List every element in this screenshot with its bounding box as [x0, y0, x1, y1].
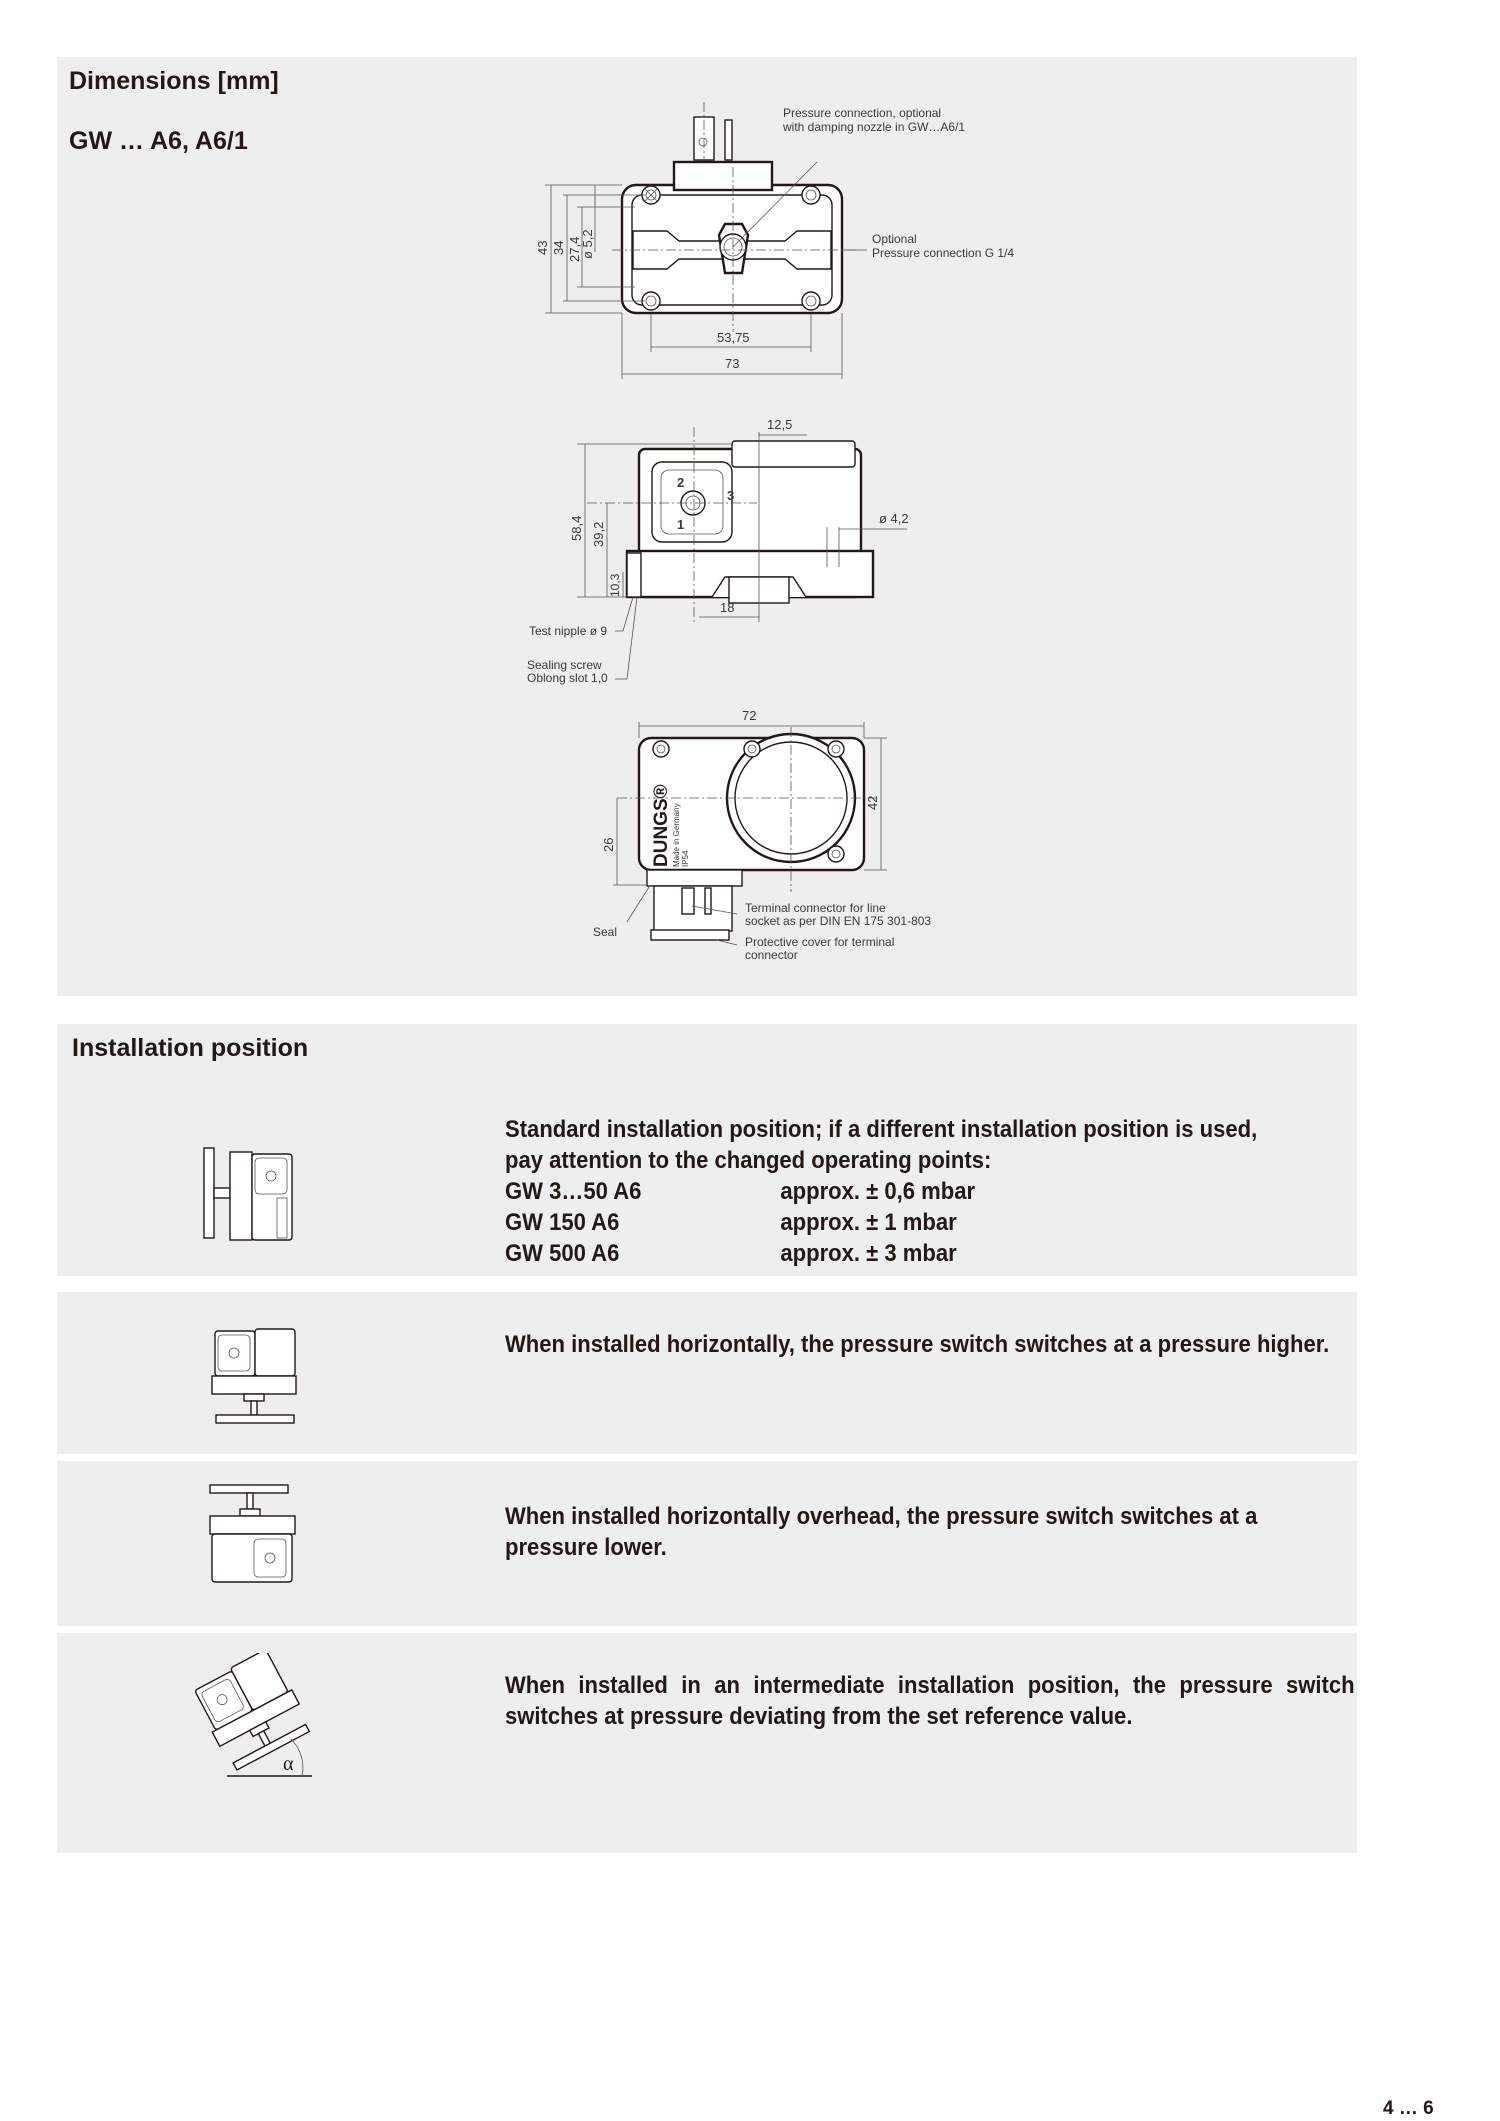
- front-view-drawing: [577, 702, 1097, 992]
- connector-pin: [725, 120, 732, 160]
- dim-26: 26: [601, 837, 616, 852]
- callout-terminal-1: Terminal connector for line: [745, 901, 886, 915]
- dim-27-4: 27,4: [567, 236, 582, 262]
- installation-overhead-description: When installed horizontally overhead, the pressure switch switches at a pressure lower.: [505, 1503, 1258, 1561]
- dimensions-subtitle: GW … A6, A6/1: [69, 127, 248, 155]
- dim-10-3: 10,3: [608, 573, 622, 597]
- dim-34: 34: [551, 240, 566, 255]
- callout-optional-1: Optional: [872, 232, 917, 246]
- dim-39-2: 39,2: [591, 521, 606, 547]
- callout-cover-1: Protective cover for terminal: [745, 935, 895, 949]
- callout-optional-2: Pressure connection G 1/4: [872, 246, 1015, 260]
- spec-value: approx. ± 0,6 mbar: [780, 1178, 976, 1205]
- seal: [647, 870, 742, 886]
- callout-test-nipple: Test nipple ø 9: [529, 624, 608, 638]
- installation-standard-description: [505, 1114, 1355, 1269]
- installation-horizontal-panel: [57, 1292, 1357, 1454]
- brand-logo: DUNGS®: [651, 784, 672, 867]
- intermediate-mount-icon: [187, 1653, 327, 1783]
- dim-43: 43: [535, 240, 550, 255]
- installation-horizontal-description: When installed horizontally, the pressure switch switches at a pressure higher.: [505, 1331, 1330, 1358]
- dim-18: 18: [720, 600, 735, 615]
- installation-intermediate-description: When installed in an intermediate installation position, the pressure switch switches at pressure deviating from the set reference value.: [505, 1672, 1355, 1730]
- callout-pressure-connection-2: with damping nozzle in GW…A6/1: [783, 120, 966, 134]
- vertical-mount-icon: [199, 1140, 309, 1250]
- spec-row: [505, 1238, 1355, 1269]
- dimensions-title: Dimensions [mm]: [69, 67, 279, 95]
- connector-housing: [674, 162, 772, 190]
- spec-model: GW 150 A6: [505, 1209, 620, 1236]
- installation-title: Installation position: [72, 1034, 309, 1062]
- spec-model: GW 3…50 A6: [505, 1178, 642, 1205]
- dim-53-75: 53,75: [717, 330, 750, 345]
- intro-line-1: Standard installation position; if a different installation position is used,: [505, 1116, 1258, 1143]
- dimensions-panel: [57, 57, 1357, 996]
- installation-overhead-panel: [57, 1461, 1357, 1626]
- dim-72: 72: [742, 708, 757, 723]
- spec-row: [505, 1176, 1355, 1207]
- callout-sealing-screw-1: Sealing screw: [527, 658, 602, 672]
- terminal-label-3: 3: [727, 488, 735, 503]
- made-in-label: Made in Germany: [672, 803, 681, 867]
- dim-12-5: 12,5: [767, 417, 793, 432]
- spec-model: GW 500 A6: [505, 1240, 620, 1267]
- dim-phi-4-2: ø 4,2: [879, 511, 909, 526]
- dim-58-4: 58,4: [569, 515, 584, 541]
- protective-cover: [651, 930, 729, 940]
- terminal-label-2: 2: [677, 475, 685, 490]
- intro-line-2: pay attention to the changed operating points:: [505, 1147, 992, 1174]
- overhead-mount-icon: [202, 1483, 312, 1593]
- angle-alpha-label: α: [283, 1753, 294, 1775]
- dim-73: 73: [725, 356, 740, 371]
- installation-standard-panel: [57, 1024, 1357, 1276]
- spec-value: approx. ± 3 mbar: [780, 1240, 957, 1267]
- callout-seal: Seal: [593, 925, 618, 939]
- callout-pressure-connection-1: Pressure connection, optional: [783, 106, 942, 120]
- top-view-drawing: [527, 87, 1127, 427]
- callout-terminal-2: socket as per DIN EN 175 301-803: [745, 914, 932, 928]
- spec-value: approx. ± 1 mbar: [780, 1209, 957, 1236]
- cover-lip: [732, 441, 855, 467]
- installation-intermediate-panel: [57, 1633, 1357, 1853]
- ip-rating-label: IP54: [681, 850, 690, 867]
- callout-sealing-screw-2: Oblong slot 1,0: [527, 671, 608, 685]
- page-number: 4 … 6: [1383, 2098, 1434, 2119]
- side-view-drawing: [527, 407, 1027, 737]
- horizontal-mount-icon: [202, 1327, 312, 1437]
- callout-cover-2: connector: [745, 948, 798, 962]
- test-nipple: [627, 553, 641, 597]
- dim-42: 42: [865, 795, 880, 810]
- terminal-label-1: 1: [677, 517, 685, 532]
- spec-row: [505, 1207, 1355, 1238]
- dim-phi-5-2: ø 5,2: [580, 229, 595, 259]
